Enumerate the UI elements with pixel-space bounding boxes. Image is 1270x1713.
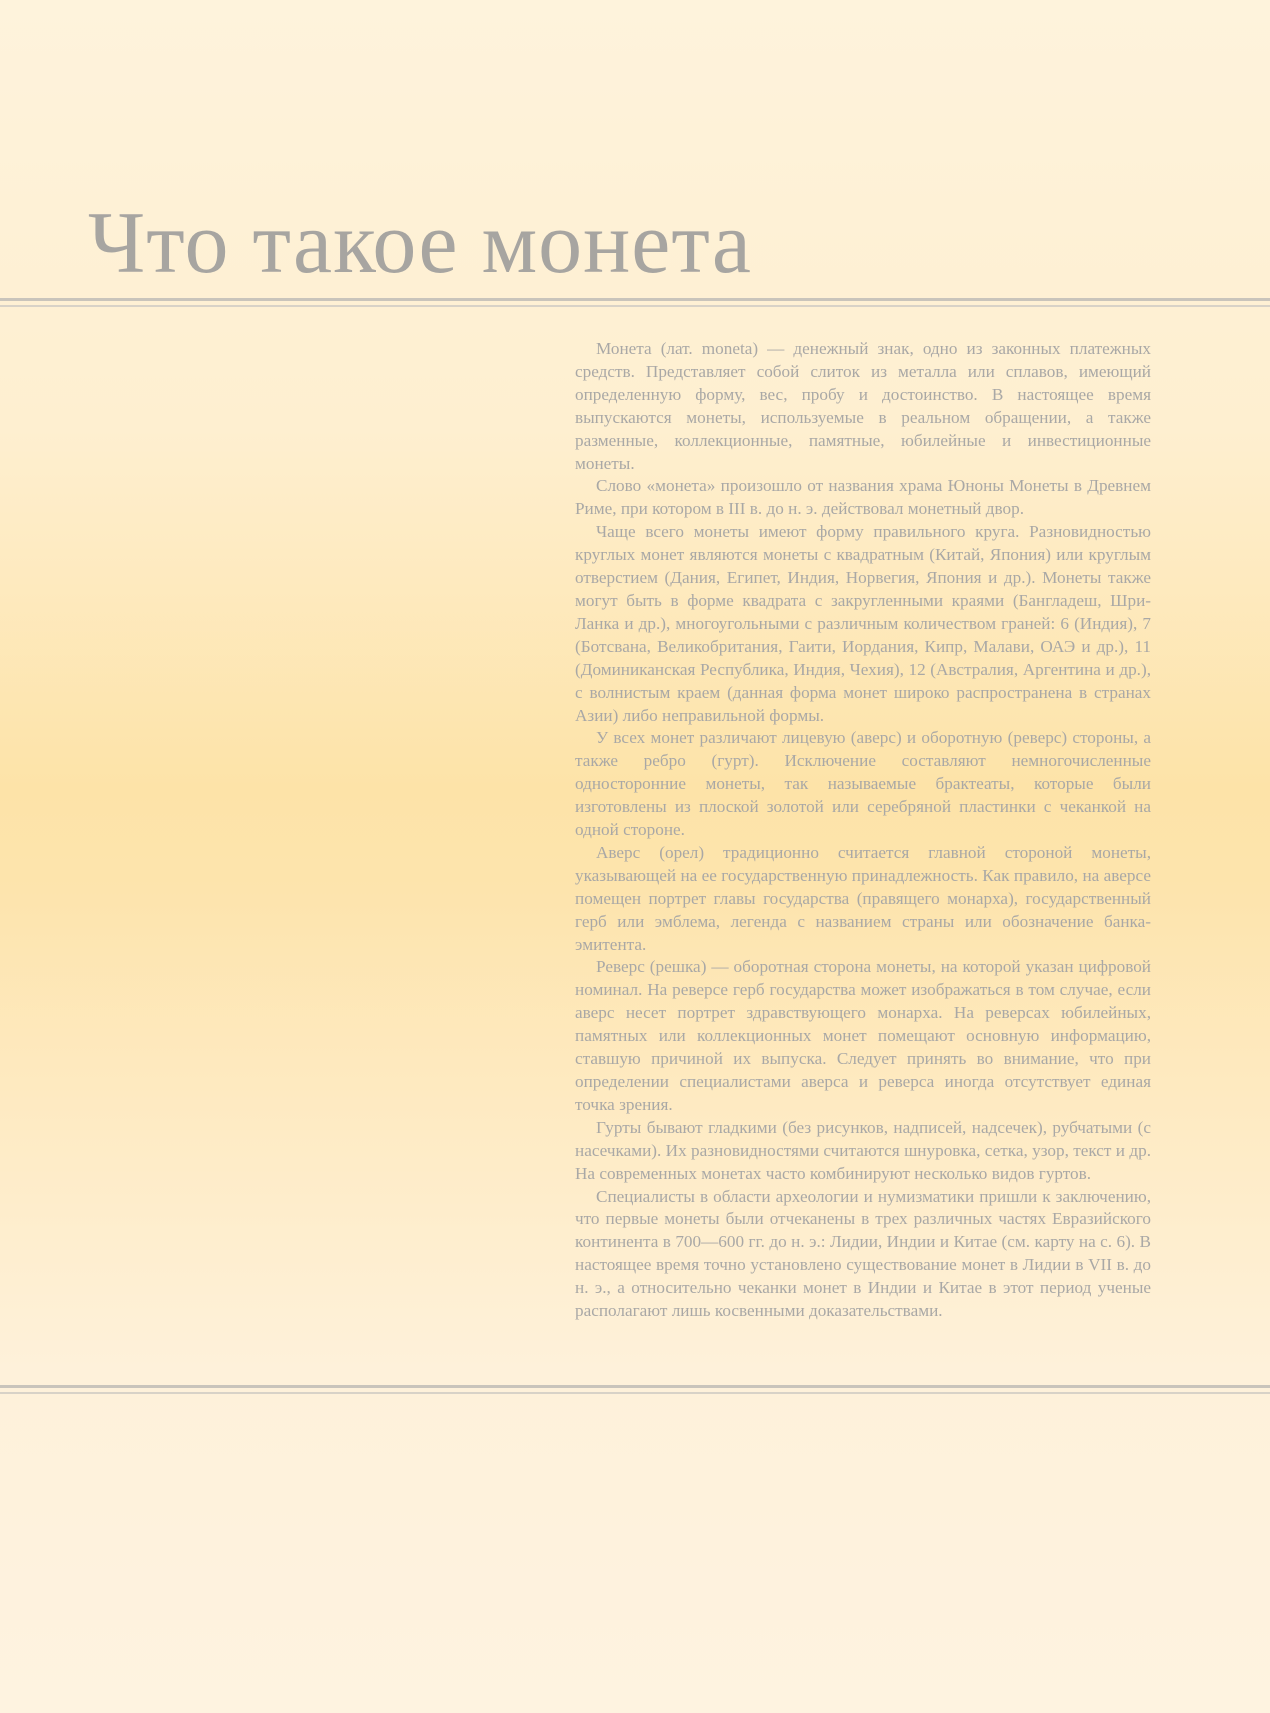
paragraph-sides: У всех монет различают лицевую (аверс) и оборотную (реверс) стороны, а также ребро (гурт). Исключение составляют немногочисленные односторонние монеты, так называемые брактеаты, которые были изготовлены из плоской золотой или серебряной пластинки с чеканкой на одной стороне. [575, 728, 1151, 840]
paragraph-obverse: Аверс (орел) традиционно считается главной стороной монеты, указывающей на ее государственную принадлежность. Как правило, на аверсе помещен портрет главы государства (правящего монарха), государственный герб или эмблема, легенда с названием страны или обозначение банка-эмитента. [575, 842, 1151, 954]
top-double-rule [0, 298, 1270, 308]
bottom-double-rule [0, 1385, 1270, 1395]
paragraph-shapes: Чаще всего монеты имеют форму правильного круга. Разновидностью круглых монет являются монеты с квадратным (Китай, Япония) или круглым отверстием (Дания, Египет, Индия, Норвегия, Япония и др.). Монеты также могут быть в форме квадрата с закругленными краями (Бангладеш, Шри-Ланка и др.), многоугольными с различным количеством граней: 6 (Индия), 7 (Ботсвана, Великобритания, Гаити, Иордания, Кипр, Малави, ОАЭ и др.), 11 (Доминиканская Республика, Индия, Чехия), 12 (Австралия, Аргентина и др.), с волнистым краем (данная форма монет широко распространена в странах Азии) либо неправильной формы. [575, 522, 1151, 725]
paragraph-reverse: Реверс (решка) — оборотная сторона монеты, на которой указан цифровой номинал. На реверсе герб государства может изображаться в том случае, если аверс несет портрет здравствующего монарха. На реверсах юбилейных, памятных или коллекционных монет помещают основную информацию, ставшую причиной их выпуска. Следует принять во внимание, что при определении специалистами аверса и реверса иногда отсутствует единая точка зрения. [575, 957, 1151, 1114]
top-rule-line-thin [0, 305, 1270, 307]
paragraph-etymology: Слово «монета» произошло от названия храма Юноны Монеты в Древнем Риме, при котором в III в. до н. э. действовал монетный двор. [575, 476, 1151, 519]
article-body [575, 338, 1151, 1323]
bottom-rule-line-thin [0, 1392, 1270, 1394]
paragraph-edges: Гурты бывают гладкими (без рисунков, надписей, надсечек), рубчатыми (с насечками). Их разновидностями считаются шнуровка, сетка, узор, текст и др. На современных монетах часто комбинируют несколько видов гуртов. [575, 1117, 1151, 1183]
paragraph-definition: Монета (лат. moneta) — денежный знак, одно из законных платежных средств. Представляет собой слиток из металла или сплавов, имеющий определенную форму, вес, пробу и достоинство. В настоящее время выпускаются монеты, используемые в реальном обращении, а также разменные, коллекционные, памятные, юбилейные и инвестиционные монеты. [575, 339, 1151, 473]
bottom-rule-line-thick [0, 1385, 1270, 1388]
page-title: Что такое монета [88, 195, 752, 292]
top-rule-line-thick [0, 298, 1270, 301]
paragraph-origins: Специалисты в области археологии и нумизматики пришли к заключению, что первые монеты были отчеканены в трех различных частях Евразийского континента в 700—600 гг. до н. э.: Лидии, Индии и Китае (см. карту на с. 6). В настоящее время точно установлено существование монет в Лидии в VII в. до н. э., а относительно чеканки монет в Индии и Китае в этот период ученые располагают лишь косвенными доказательствами. [575, 1186, 1151, 1321]
